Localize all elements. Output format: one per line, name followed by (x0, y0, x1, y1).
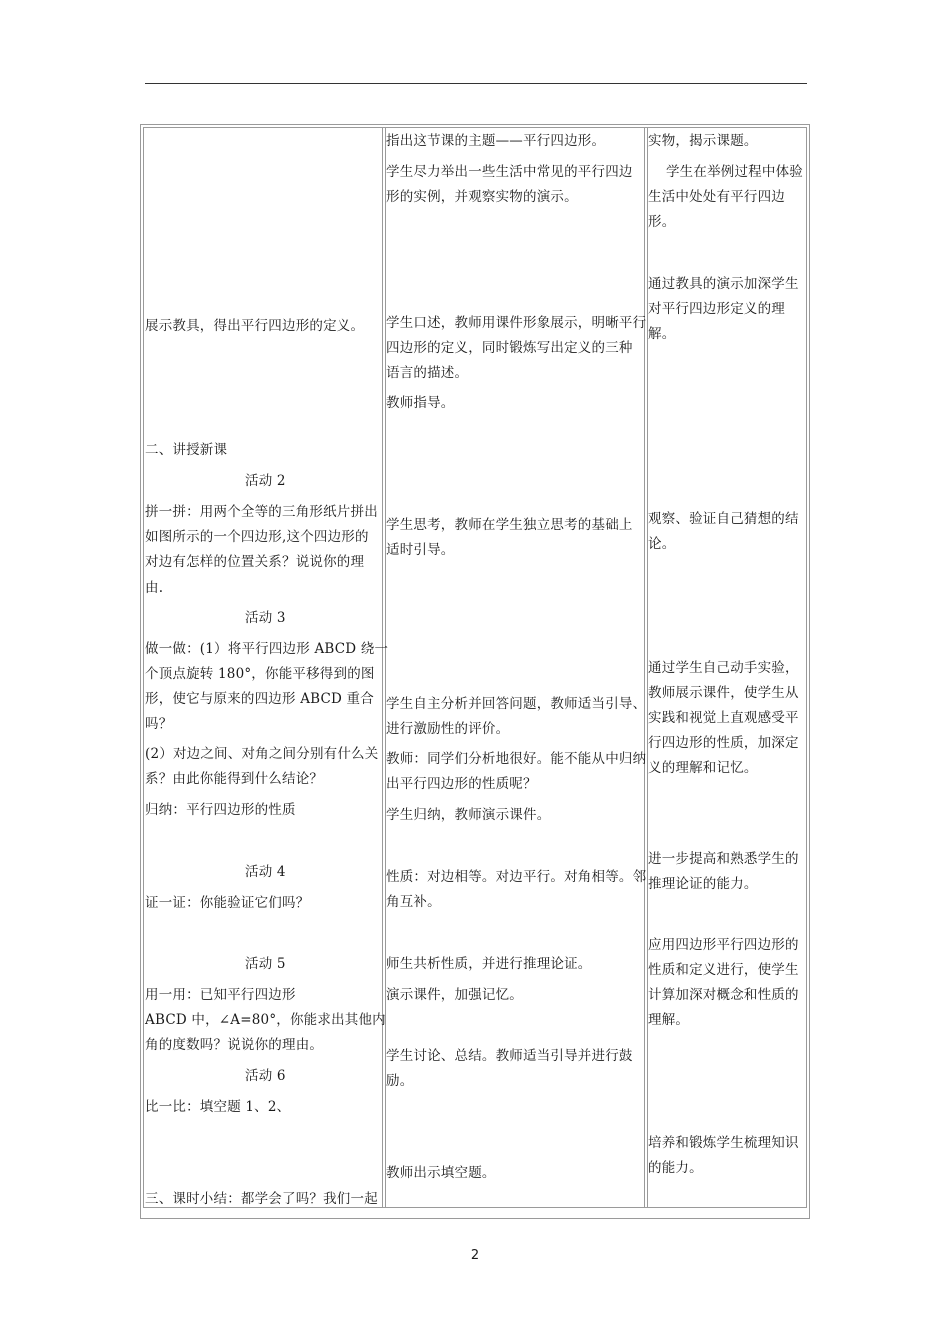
activity-line: 形的实例，并观察实物的演示。 (386, 189, 578, 205)
section-three-heading: 三、课时小结：都学会了吗？我们一起 (145, 1191, 378, 1207)
activity-5-line: ABCD 中，∠A=80°，你能求出其他内 (145, 1012, 386, 1028)
section-two-heading: 二、讲授新课 (145, 442, 228, 458)
intent-line: 生活中处处有平行四边 (648, 189, 785, 205)
activity-6-title: 活动 6 (245, 1068, 286, 1084)
intent-line: 应用四边形平行四边形的 (648, 937, 799, 953)
activity-2-title: 活动 2 (245, 473, 286, 489)
activity-5-title: 活动 5 (245, 956, 286, 972)
intent-line: 性质和定义进行，使学生 (648, 962, 799, 978)
activity-line: 学生口述，教师用课件形象展示，明晰平行 (386, 315, 647, 331)
activity-line: 教师：同学们分析地很好。能不能从中归纳 (386, 751, 647, 767)
activity-3-line: 吗？ (145, 716, 173, 732)
intent-line: 计算加深对概念和性质的 (648, 987, 799, 1003)
intent-line: 实物，揭示课题。 (648, 133, 758, 149)
intent-line: 理解。 (648, 1012, 690, 1028)
activity-3-line: 做一做：(1）将平行四边形 ABCD 绕一 (145, 641, 389, 657)
intent-line: 实践和视觉上直观感受平 (648, 710, 799, 726)
intent-line: 通过教具的演示加深学生 (648, 276, 799, 292)
induce-property-text: 归纳：平行四边形的性质 (145, 802, 296, 818)
intent-line: 解。 (648, 326, 676, 342)
intent-line: 推理论证的能力。 (648, 876, 758, 892)
activity-line: 教师出示填空题。 (386, 1165, 496, 1181)
activity-2-line: 如图所示的一个四边形,这个四边形的 (145, 529, 369, 545)
intent-line: 论。 (648, 536, 676, 552)
intent-line: 观察、验证自己猜想的结 (648, 511, 799, 527)
activity-line: 指出这节课的主题——平行四边形。 (386, 133, 606, 149)
activity-line: 演示课件，加强记忆。 (386, 987, 523, 1003)
show-definition-text: 展示教具，得出平行四边形的定义。 (145, 318, 365, 334)
activity-5-line: 用一用：已知平行四边形 (145, 987, 296, 1003)
intent-line: 义的理解和记忆。 (648, 760, 758, 776)
activity-5-line: 角的度数吗？说说你的理由。 (145, 1037, 324, 1053)
activity-3-line: (2）对边之间、对角之间分别有什么关 (145, 746, 379, 762)
intent-line: 行四边形的性质，加深定 (648, 735, 799, 751)
intent-line: 通过学生自己动手实验， (648, 660, 799, 676)
activity-line: 师生共析性质，并进行推理论证。 (386, 956, 592, 972)
activity-3-title: 活动 3 (245, 610, 286, 626)
activity-line: 适时引导。 (386, 542, 455, 558)
activity-line: 励。 (386, 1073, 414, 1089)
activity-line: 角互补。 (386, 894, 441, 910)
activity-line: 学生归纳，教师演示课件。 (386, 807, 551, 823)
intent-line: 培养和锻炼学生梳理知识 (648, 1135, 799, 1151)
intent-line: 形。 (648, 214, 676, 230)
intent-line: 的能力。 (648, 1160, 703, 1176)
activity-4-line: 证一证：你能验证它们吗？ (145, 895, 310, 911)
activity-line: 学生思考，教师在学生独立思考的基础上 (386, 517, 633, 533)
activity-line: 出平行四边形的性质呢？ (386, 776, 537, 792)
activity-line: 进行激励性的评价。 (386, 721, 510, 737)
page-number: 2 (470, 1248, 480, 1263)
activity-3-line: 形，使它与原来的四边形 ABCD 重合 (145, 691, 374, 707)
intent-line: 学生在举例过程中体验 (648, 164, 803, 180)
header-rule (145, 83, 807, 84)
activity-3-line: 系？由此你能得到什么结论？ (145, 771, 324, 787)
intent-line: 教师展示课件，使学生从 (648, 685, 799, 701)
activity-6-line: 比一比：填空题 1、2、 (145, 1099, 291, 1115)
activity-line: 学生尽力举出一些生活中常见的平行四边 (386, 164, 633, 180)
activity-line: 性质：对边相等。对边平行。对角相等。邻 (386, 869, 647, 885)
activity-line: 语言的描述。 (386, 365, 469, 381)
activity-4-title: 活动 4 (245, 864, 286, 880)
activity-line: 四边形的定义，同时锻炼写出定义的三种 (386, 340, 633, 356)
activity-line: 学生自主分析并回答问题，教师适当引导、 (386, 696, 647, 712)
intent-line: 进一步提高和熟悉学生的 (648, 851, 799, 867)
activity-2-line: 对边有怎样的位置关系？说说你的理 (145, 554, 365, 570)
intent-line: 对平行四边形定义的理 (648, 301, 785, 317)
activity-2-line: 拼一拼：用两个全等的三角形纸片拼出 (145, 504, 378, 520)
activity-line: 学生讨论、总结。教师适当引导并进行鼓 (386, 1048, 633, 1064)
activity-line: 教师指导。 (386, 395, 455, 411)
activity-2-line: 由. (145, 580, 164, 596)
activity-3-line: 个顶点旋转 180°，你能平移得到的图 (145, 666, 375, 682)
